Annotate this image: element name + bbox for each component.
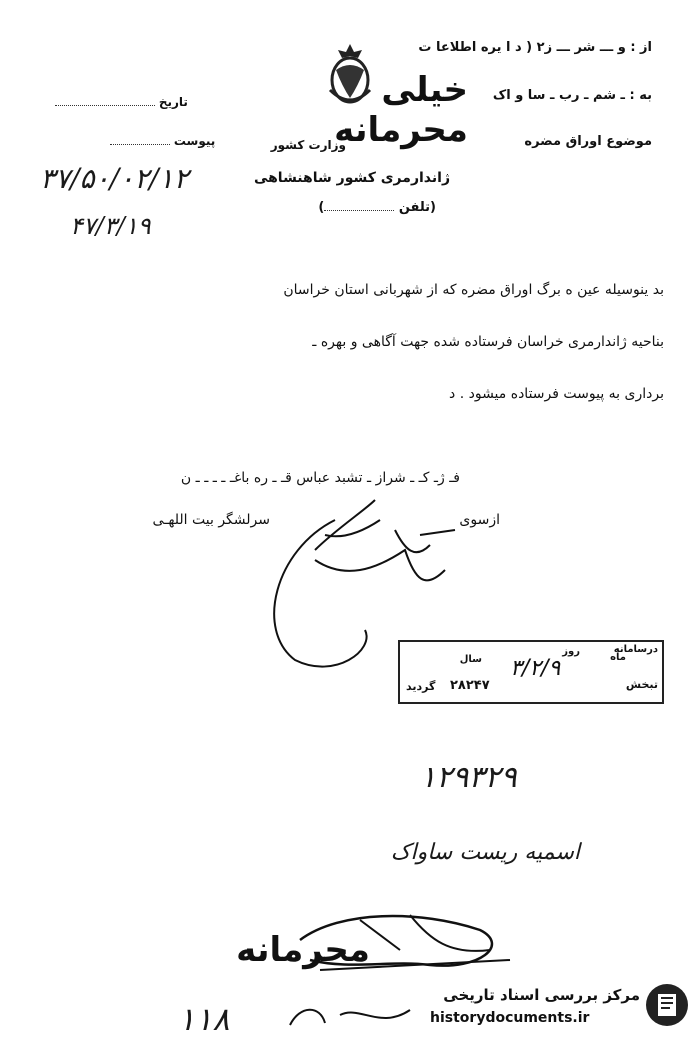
handwritten-date-1: ۳۷/۵۰/۰۲/۱۲ <box>40 162 189 195</box>
ministry-label: وزارت کشور <box>270 138 346 152</box>
watermark-title: مرکز بررسی اسناد تاریخی <box>443 986 640 1004</box>
stamp-year-label: سال <box>459 654 482 665</box>
watermark <box>412 978 692 1038</box>
handwritten-note: اسمیه ریست ساواک <box>390 840 580 865</box>
initials-scribble <box>280 995 420 1035</box>
stamp-registered-label: گردید <box>406 680 436 693</box>
signature-title-line: سرلشگر بیت اللهـی <box>152 512 270 528</box>
from-label: از : <box>630 40 652 55</box>
body-line-1: بد ینوسیله عین ه برگ اوراق مضره که از شهربانی استان خراسان <box>283 282 664 298</box>
signature-from-side: ازسوی <box>459 512 500 528</box>
stamp-day-label: روز <box>562 646 580 657</box>
stamp-received-label: درسامانه <box>613 644 658 655</box>
to-label: به : <box>629 88 652 103</box>
phone-field <box>324 210 394 211</box>
imperial-emblem-icon <box>322 40 378 114</box>
stamp-month-label: ماه <box>610 652 626 663</box>
from-value: و ـــ شر ـــ ز۲ ( د ا یره اطلاعا ت <box>418 40 626 55</box>
date-line <box>55 95 215 109</box>
date-field <box>55 105 155 106</box>
signature-name-line: فـ ژـ کـ ـ شراز ـ تشبد عباس قـ ـ ره باغـ ـ ـ ـ ـ ن <box>180 470 460 486</box>
handwritten-date-2: ۴۷/۳/۱۹ <box>70 212 151 240</box>
stamp-register-label: تبخش <box>625 678 658 691</box>
phone-line: (تلفن ) <box>318 200 436 215</box>
org-name: ژاندارمری کشور شاهنشاهی <box>253 170 450 186</box>
handwritten-page-number: ۱۱۸ <box>178 1000 230 1038</box>
attachment-field <box>110 144 170 145</box>
attachment-label: پیوست <box>173 134 216 148</box>
stamp-number: ۲۸۲۴۷ <box>450 678 490 693</box>
classification-footer: محرمانه <box>236 930 370 970</box>
watermark-url: historydocuments.ir <box>430 1010 590 1026</box>
stamp-date-value: ۳/۲/۹ <box>510 656 561 681</box>
receipt-stamp <box>398 640 664 704</box>
phone-label: (تلفن <box>398 200 436 215</box>
classification-header: خیلی محرمانه <box>334 70 468 150</box>
bottom-signature-scribble <box>280 900 530 990</box>
to-value: ـ شم ـ رب ـ سا و اک <box>492 88 625 103</box>
body-line-2: بناحیه ژاندارمری خراسان فرستاده شده جهت آگاهی و بهره ـ <box>312 334 664 350</box>
subject-value: اوراق مضره <box>524 134 602 149</box>
body-line-3: برداری به پیوست فرستاده میشود . د <box>449 386 664 402</box>
attachment-line <box>110 134 240 148</box>
handwritten-number: ۱۲۹۳۲۹ <box>420 760 517 795</box>
archive-logo-icon <box>646 984 688 1026</box>
subject-label: موضوع <box>606 134 652 149</box>
date-label: تاریخ <box>158 95 188 109</box>
